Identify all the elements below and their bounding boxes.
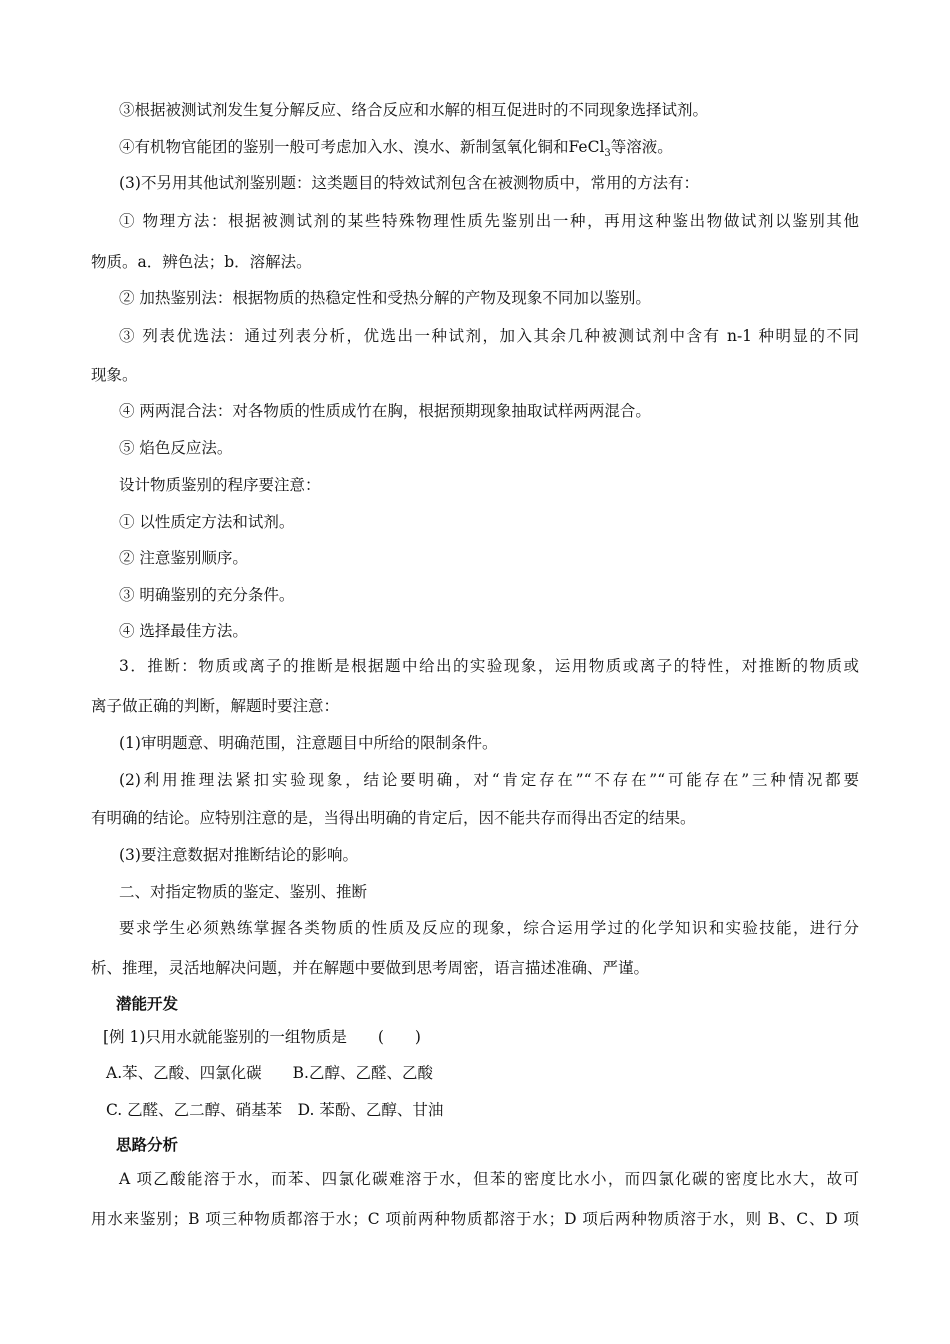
- answer-options: C. 乙醛、乙二醇、硝基苯 D. 苯酚、乙醇、甘油: [106, 1101, 444, 1119]
- paragraph-line: ③根据被测试剂发生复分解反应、络合反应和水解的相互促进时的不同现象选择试剂。: [119, 101, 709, 119]
- paragraph-line: 用水来鉴别；B 项三种物质都溶于水；C 项前两种物质都溶于水；D 项后两种物质溶于水，则 B、C、D 项: [91, 1210, 859, 1228]
- text-run: ④有机物官能团的鉴别一般可考虑加入水、溴水、新制氢氧化铜和: [119, 138, 569, 156]
- heading-potential: 潜能开发: [116, 995, 179, 1013]
- paragraph-line: [119, 137, 673, 160]
- section-heading: 二、对指定物质的鉴定、鉴别、推断: [119, 883, 368, 901]
- paragraph-line: 有明确的结论。应特别注意的是，当得出明确的肯定后，因不能共存而得出否定的结果。: [91, 809, 696, 827]
- paragraph-line: (2)利用推理法紧扣实验现象，结论要明确，对“肯定存在”“不存在”“可能存在”三种情况都要: [119, 771, 859, 789]
- paragraph-line: ③ 列表优选法：通过列表分析，优选出一种试剂，加入其余几种被测试剂中含有 n-1 种明显的不同: [119, 327, 859, 345]
- paragraph-line: 3．推断：物质或离子的推断是根据题中给出的实验现象，运用物质或离子的特性，对推断的物质或: [119, 657, 859, 675]
- text-run: 等溶液。: [610, 138, 673, 156]
- paragraph-line: ② 加热鉴别法：根据物质的热稳定性和受热分解的产物及现象不同加以鉴别。: [119, 289, 651, 307]
- paragraph-line: (3)不另用其他试剂鉴别题：这类题目的特效试剂包含在被测物质中，常用的方法有：: [119, 174, 699, 192]
- paragraph-line: ⑤ 焰色反应法。: [119, 439, 233, 457]
- answer-options: A.苯、乙酸、四氯化碳 B.乙醇、乙醛、乙酸: [106, 1064, 433, 1082]
- chem-subscript: 3: [604, 148, 611, 159]
- heading-analysis: 思路分析: [116, 1136, 179, 1154]
- paragraph-line: 析、推理，灵活地解决问题，并在解题中要做到思考周密，语言描述准确、严谨。: [91, 959, 650, 977]
- chem-formula: FeCl: [568, 138, 605, 156]
- paragraph-line: A 项乙酸能溶于水，而苯、四氯化碳难溶于水，但苯的密度比水小，而四氯化碳的密度比水大，故可: [119, 1170, 859, 1188]
- paragraph-line: ② 注意鉴别顺序。: [119, 549, 248, 567]
- paragraph-line: 离子做正确的判断，解题时要注意：: [91, 697, 340, 715]
- paragraph-line: ① 以性质定方法和试剂。: [119, 513, 295, 531]
- paragraph-line: ④ 两两混合法：对各物质的性质成竹在胸，根据预期现象抽取试样两两混合。: [119, 402, 651, 420]
- example-question: [例 1)只用水就能鉴别的一组物质是 ( ): [103, 1028, 421, 1046]
- paragraph-line: 设计物质鉴别的程序要注意：: [119, 476, 321, 494]
- paragraph-line: ③ 明确鉴别的充分条件。: [119, 586, 295, 604]
- paragraph-line: 物质。a．辨色法；b．溶解法。: [91, 253, 312, 271]
- paragraph-line: 现象。: [91, 366, 138, 384]
- paragraph-line: ④ 选择最佳方法。: [119, 622, 248, 640]
- paragraph-line: ① 物理方法：根据被测试剂的某些特殊物理性质先鉴别出一种，再用这种鉴出物做试剂以鉴别其他: [119, 212, 859, 230]
- paragraph-line: (3)要注意数据对推断结论的影响。: [119, 846, 358, 864]
- paragraph-line: 要求学生必须熟练掌握各类物质的性质及反应的现象，综合运用学过的化学知识和实验技能，进行分: [119, 919, 859, 937]
- paragraph-line: (1)审明题意、明确范围，注意题目中所给的限制条件。: [119, 734, 498, 752]
